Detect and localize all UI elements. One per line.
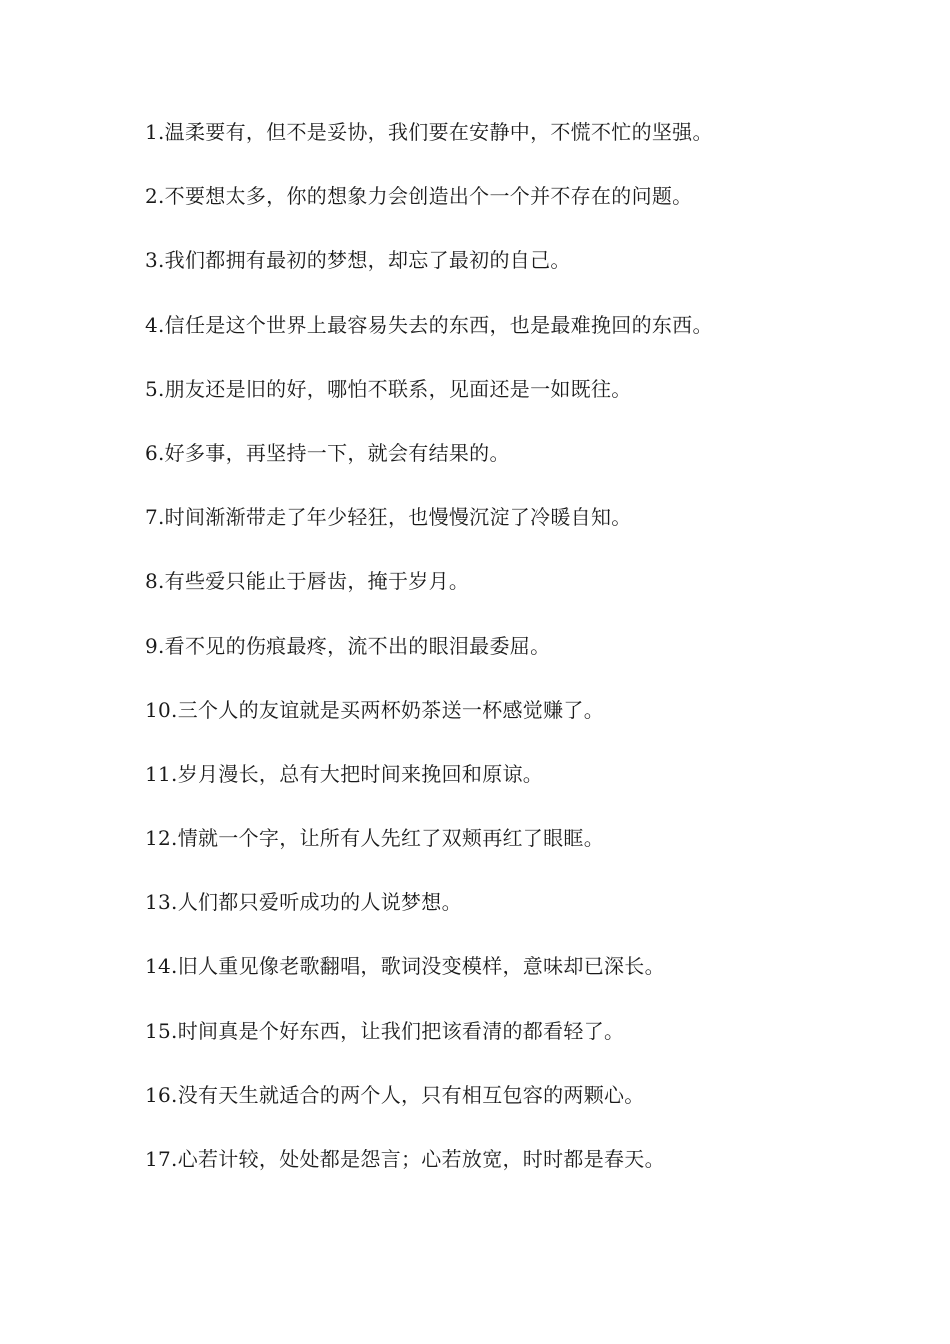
quote-line-5: 5.朋友还是旧的好，哪怕不联系，见面还是一如既往。 — [145, 376, 632, 401]
quote-line-14: 14.旧人重见像老歌翻唱，歌词没变模样，意味却已深长。 — [145, 954, 665, 979]
quote-line-11: 11.岁月漫长，总有大把时间来挽回和原谅。 — [145, 761, 544, 786]
quote-line-9: 9.看不见的伤痕最疼，流不出的眼泪最委屈。 — [145, 633, 551, 658]
quote-line-8: 8.有些爱只能止于唇齿，掩于岁月。 — [145, 569, 470, 594]
quote-list — [145, 112, 905, 1203]
quote-line-7: 7.时间渐渐带走了年少轻狂，也慢慢沉淀了冷暖自知。 — [145, 505, 632, 530]
quote-line-1: 1.温柔要有，但不是妥协，我们要在安静中，不慌不忙的坚强。 — [145, 120, 713, 144]
quote-line-16: 16.没有天生就适合的两个人，只有相互包容的两颗心。 — [145, 1082, 645, 1107]
quote-line-3: 3.我们都拥有最初的梦想，却忘了最初的自己。 — [145, 248, 571, 273]
quote-line-10: 10.三个人的友谊就是买两杯奶茶送一杯感觉赚了。 — [145, 697, 605, 722]
quote-line-2: 2.不要想太多，你的想象力会创造出个一个并不存在的问题。 — [145, 184, 693, 209]
quote-line-6: 6.好多事，再坚持一下，就会有结果的。 — [145, 440, 510, 465]
quote-line-17: 17.心若计较，处处都是怨言；心若放宽，时时都是春天。 — [145, 1147, 665, 1171]
quote-line-12: 12.情就一个字，让所有人先红了双颊再红了眼眶。 — [145, 826, 605, 851]
quote-line-13: 13.人们都只爱听成功的人说梦想。 — [145, 890, 462, 915]
quote-line-15: 15.时间真是个好东西，让我们把该看清的都看轻了。 — [145, 1018, 625, 1043]
quote-line-4: 4.信任是这个世界上最容易失去的东西，也是最难挽回的东西。 — [145, 312, 713, 337]
